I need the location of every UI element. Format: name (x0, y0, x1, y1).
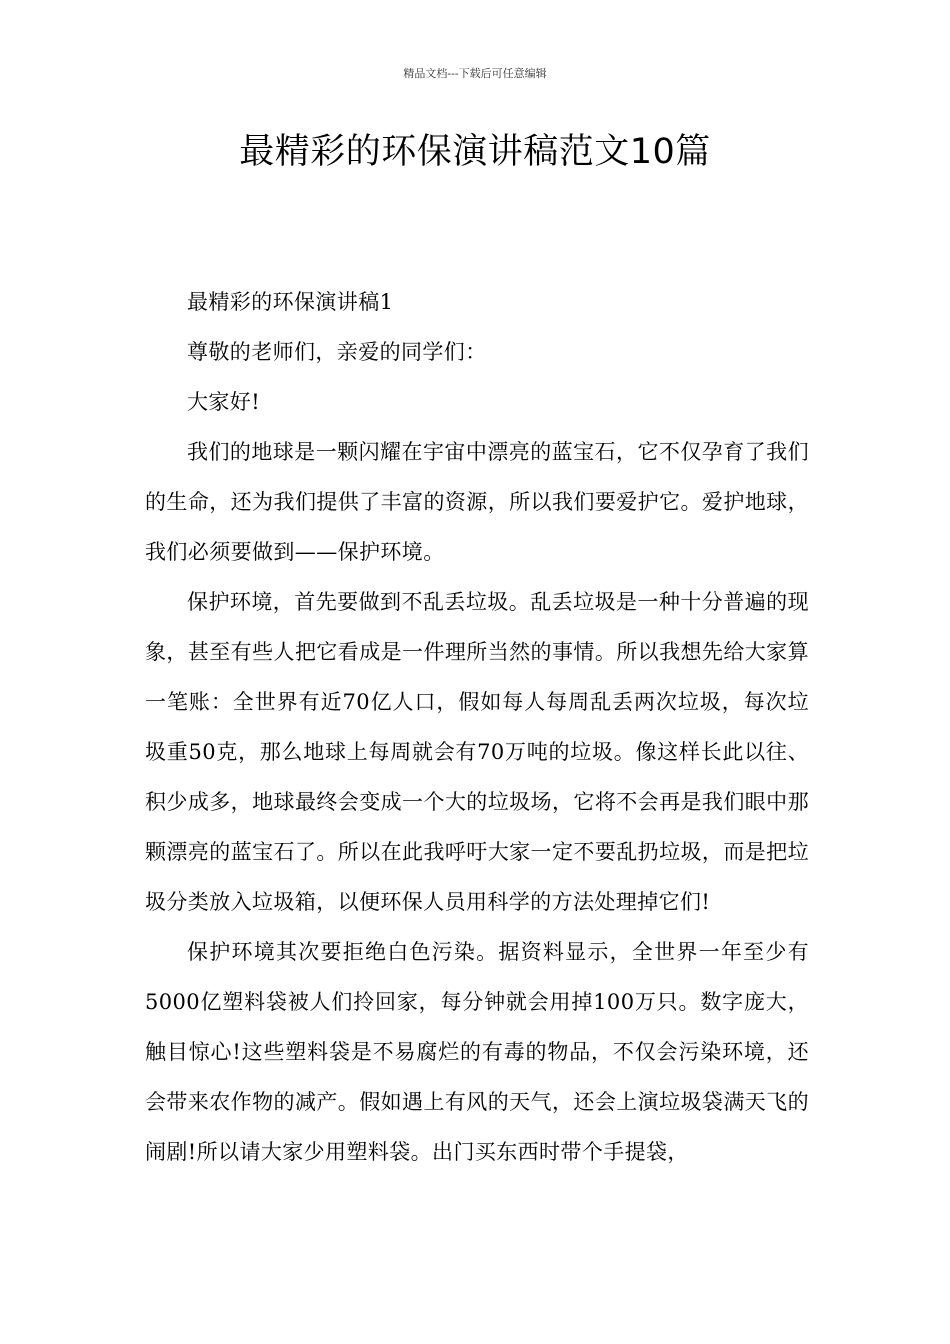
document-title: 最精彩的环保演讲稿范文10篇 (239, 132, 711, 172)
header-note: 精品文档---下载后可任意编辑 (403, 67, 547, 80)
document-body (145, 277, 809, 1177)
salutation: 尊敬的老师们，亲爱的同学们： (187, 340, 487, 364)
speech-heading: 最精彩的环保演讲稿1 (187, 290, 394, 314)
body-paragraph: 保护环境其次要拒绝白色污染。据资料显示，全世界一年至少有5000亿塑料袋被人们拎回家，每分钟就会用掉100万只。数字庞大，触目惊心!这些塑料袋是不易腐烂的有毒的物品，不仅会污染环境，还会带来农作物的减产。假如遇上有风的天气，还会上演垃圾袋满天飞的闹剧!所以请大家少用塑料袋。出门买东西时带个手提袋， (145, 940, 809, 1164)
body-paragraph: 保护环境，首先要做到不乱丢垃圾。乱丢垃圾是一种十分普遍的现象，甚至有些人把它看成是一件理所当然的事情。所以我想先给大家算一笔账：全世界有近70亿人口，假如每人每周乱丢两次垃圾，每次垃圾重50克，那么地球上每周就会有70万吨的垃圾。像这样长此以往、积少成多，地球最终会变成一个大的垃圾场，它将不会再是我们眼中那颗漂亮的蓝宝石了。所以在此我呼吁大家一定不要乱扔垃圾，而是把垃圾分类放入垃圾箱，以便环保人员用科学的方法处理掉它们! (145, 590, 809, 914)
greeting: 大家好! (187, 390, 261, 414)
body-paragraph: 我们的地球是一颗闪耀在宇宙中漂亮的蓝宝石，它不仅孕育了我们的生命，还为我们提供了丰富的资源，所以我们要爱护它。爱护地球，我们必须要做到——保护环境。 (145, 440, 809, 564)
